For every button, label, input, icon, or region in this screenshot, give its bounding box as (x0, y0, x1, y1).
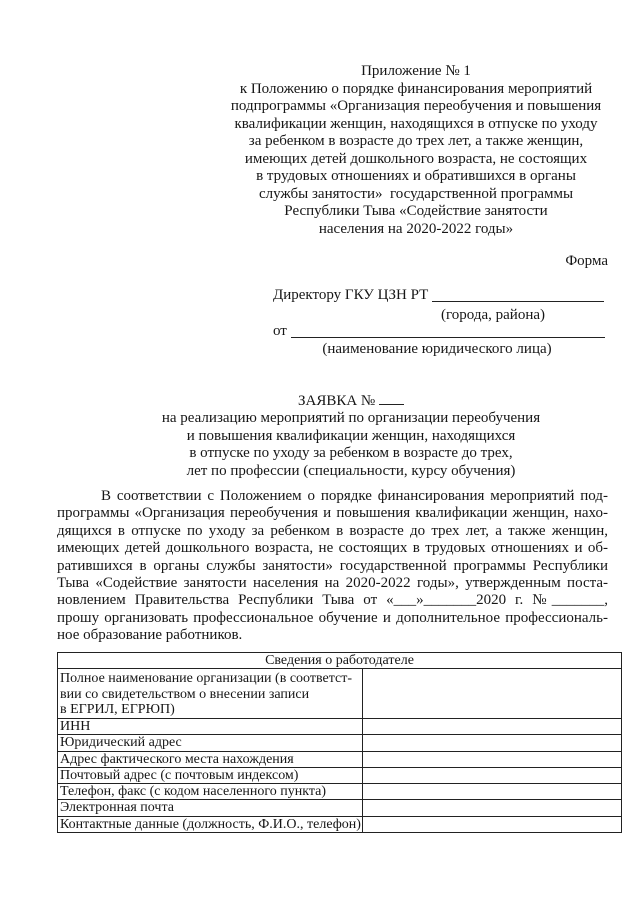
row-value (363, 752, 621, 767)
table-row (58, 816, 621, 832)
application-subtitle (151, 410, 551, 481)
appendix-block (216, 63, 616, 238)
application-subtitle-line: и повышения квалификации женщин, находящихся (186, 427, 516, 444)
body-line: ное образование работников. (57, 627, 243, 644)
row-label-line: вии со свидетельством о внесении записи (60, 686, 310, 702)
row-label: Телефон, факс (с кодом населенного пункта) (58, 784, 363, 799)
row-label-line: в ЕГРИЛ, ЕГРЮП) (60, 702, 175, 717)
table-row (58, 799, 621, 815)
table-header: Сведения о работодателе (265, 653, 414, 668)
row-label: Почтовый адрес (с почтовым индексом) (58, 768, 363, 783)
row-label: Электронная почта (58, 800, 363, 815)
row-value (363, 719, 621, 734)
row-value (363, 669, 621, 718)
row-label: Контактные данные (должность, Ф.И.О., телефон) (58, 817, 363, 832)
appendix-line: службы занятости» государственной программы (258, 185, 574, 202)
body-line: новлением Правительства Республики Тыва от «___»_______2020 г. №_______, (57, 592, 608, 609)
row-label: ИНН (58, 719, 363, 734)
body-paragraph (57, 488, 608, 645)
row-value (363, 784, 621, 799)
addressee-from-hint: (наименование юридического лица) (322, 341, 552, 357)
table-row (58, 668, 621, 718)
addressee-to-blank (432, 301, 604, 302)
application-subtitle-line: в отпуске по уходу за ребенком в возрасте до трех, (189, 445, 513, 462)
application-subtitle-line: лет по профессии (специальности, курсу обучения) (186, 463, 516, 480)
appendix-line: имеющих детей дошкольного возраста, не состоящих (244, 150, 588, 167)
appendix-line: квалификации женщин, находящихся в отпуске по уходу (234, 115, 598, 132)
row-label: Адрес фактического места нахождения (58, 752, 363, 767)
table-row (58, 718, 621, 734)
body-line: дящихся в отпуске по уходу за ребенком в возрасте до трех лет, а также женщин, (57, 522, 608, 539)
row-label (58, 669, 363, 718)
body-line: программы «Организация переобучения и повышения квалификации женщин, нахо- (57, 505, 608, 522)
table-row (58, 751, 621, 767)
row-value (363, 735, 621, 750)
appendix-line: населения на 2020-2022 годы» (318, 220, 514, 237)
body-line: имеющих детей дошкольного возраста, не состоящих в трудовых отношениях и об- (57, 540, 608, 557)
addressee-from-label: от (273, 323, 287, 339)
table-row (58, 783, 621, 799)
table-row (58, 767, 621, 783)
application-number-blank (379, 394, 404, 405)
addressee-to-hint: (города, района) (441, 307, 545, 323)
row-label-line: Полное наименование организации (в соответст- (60, 671, 352, 686)
application-heading (151, 392, 551, 410)
form-label: Форма (565, 253, 608, 269)
body-line: прошу организовать профессиональное обучение и дополнительное профессиональ- (57, 609, 608, 626)
row-label: Юридический адрес (58, 735, 363, 750)
row-value (363, 768, 621, 783)
row-value (363, 817, 621, 832)
addressee-to-label: Директору ГКУ ЦЗН РТ (273, 287, 429, 303)
appendix-line: подпрограммы «Организация переобучения и повышения (230, 98, 602, 115)
row-value (363, 800, 621, 815)
appendix-line: в трудовых отношениях и обратившихся в органы (256, 168, 576, 185)
appendix-line: Республики Тыва «Содействие занятости (284, 203, 548, 220)
appendix-line: к Положению о порядке финансирования мероприятий (239, 80, 593, 97)
application-title: ЗАЯВКА № (297, 393, 376, 409)
body-line: ратившихся в органы службы занятости» государственной программы Республики (57, 557, 608, 574)
appendix-title: Приложение № 1 (361, 63, 471, 79)
body-line: В соответствии с Положением о порядке финансирования мероприятий под- (101, 488, 608, 504)
application-subtitle-line: на реализацию мероприятий по организации переобучения (161, 410, 541, 426)
addressee-from-blank (291, 337, 605, 338)
appendix-line: за ребенком в возрасте до трех лет, а также женщин, (248, 133, 584, 150)
body-line: Тыва «Содействие занятости населения на 2020-2022 годы», утвержденным поста- (57, 574, 608, 591)
table-row (58, 734, 621, 750)
employer-table (57, 652, 622, 833)
